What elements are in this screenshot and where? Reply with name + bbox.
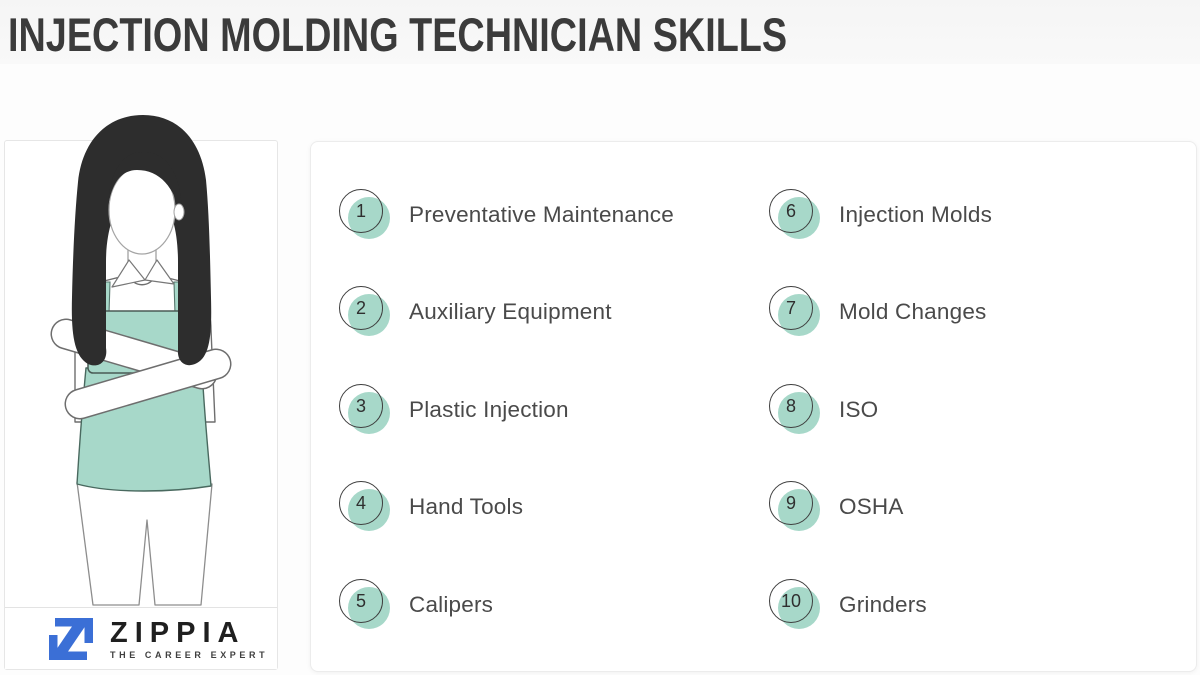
skill-number-badge: [339, 579, 391, 631]
technician-illustration: [2, 112, 278, 610]
skill-row-6: [769, 189, 992, 241]
badge-number: 4: [339, 481, 383, 525]
brand-tagline: THE CAREER EXPERT: [110, 649, 269, 660]
skill-row-5: [339, 579, 493, 631]
skill-number-badge: [339, 189, 391, 241]
zippia-z-icon: [45, 614, 97, 664]
badge-number: 8: [769, 384, 813, 428]
skill-label: Auxiliary Equipment: [409, 299, 612, 324]
brand-text-block: [110, 618, 268, 660]
skill-number-badge: [339, 384, 391, 436]
skill-label: Preventative Maintenance: [409, 202, 674, 227]
badge-number: 9: [769, 481, 813, 525]
badge-number: 6: [769, 189, 813, 233]
skills-card: [310, 141, 1197, 672]
skill-number-badge: [769, 481, 821, 533]
badge-number: 5: [339, 579, 383, 623]
skill-label: Hand Tools: [409, 494, 524, 519]
badge-number: 3: [339, 384, 383, 428]
skill-label: OSHA: [839, 494, 904, 519]
skill-label: ISO: [839, 397, 879, 422]
skill-row-9: [769, 481, 904, 533]
badge-number: 1: [339, 189, 383, 233]
badge-number: 7: [769, 286, 813, 330]
skill-number-badge: [339, 286, 391, 338]
badge-number: 10: [769, 579, 813, 623]
skill-row-10: [769, 579, 927, 631]
brand-name: ZIPPIA: [110, 616, 246, 649]
skill-label: Mold Changes: [839, 299, 987, 324]
skill-label: Grinders: [839, 592, 927, 617]
skill-number-badge: [769, 189, 821, 241]
skill-number-badge: [769, 286, 821, 338]
skill-row-3: [339, 384, 569, 436]
skill-row-8: [769, 384, 878, 436]
skill-number-badge: [769, 579, 821, 631]
skill-label: Calipers: [409, 592, 494, 617]
skill-label: Plastic Injection: [409, 397, 569, 422]
skill-row-4: [339, 481, 523, 533]
brand-footer: [5, 607, 277, 669]
skill-row-1: [339, 189, 674, 241]
page-title: INJECTION MOLDING TECHNICIAN SKILLS: [8, 8, 788, 62]
skill-number-badge: [769, 384, 821, 436]
badge-number: 2: [339, 286, 383, 330]
skill-row-7: [769, 286, 987, 338]
skill-number-badge: [339, 481, 391, 533]
title-banner: [0, 0, 1200, 64]
skill-row-2: [339, 286, 612, 338]
skill-label: Injection Molds: [839, 202, 993, 227]
